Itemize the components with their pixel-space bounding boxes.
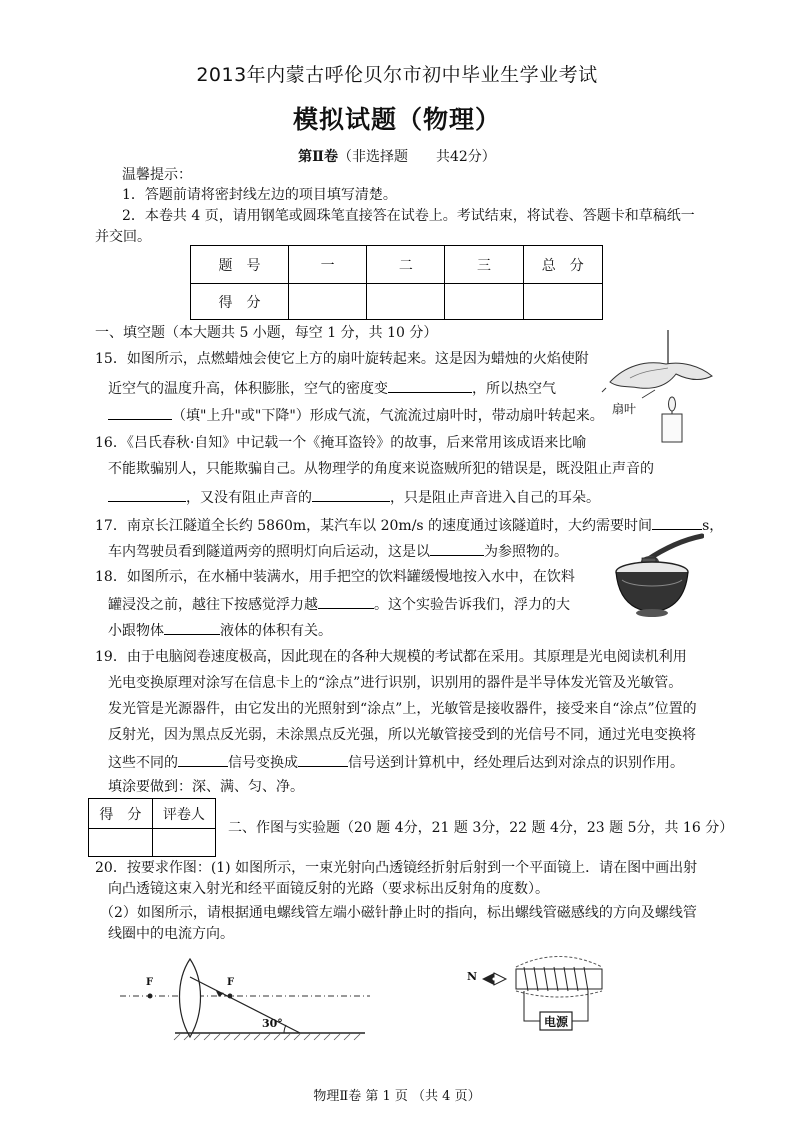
score-header-1: 一 bbox=[289, 246, 367, 284]
lens-mirror-figure bbox=[120, 955, 370, 1045]
q18-line1: 18．如图所示，在水桶中装满水，用手把空的饮料罐缓慢地按入水中，在饮料 bbox=[95, 569, 575, 585]
q17-line2: 车内驾驶员看到隧道两旁的照明灯向后运动，这是以 为参照物的。 bbox=[108, 541, 568, 561]
q19-line3: 发光管是光源器件，由它发出的光照射到“涂点”上，光敏管是接收器件，接受来自“涂点”位置的 bbox=[108, 701, 697, 717]
grader-table bbox=[88, 798, 216, 857]
focus-right-label: F bbox=[227, 977, 235, 988]
score-row-label: 得 分 bbox=[191, 284, 289, 320]
q15-blank-2[interactable] bbox=[108, 405, 172, 420]
q19-blank-1[interactable] bbox=[178, 752, 228, 767]
q20-line1: 20．按要求作图：(1) 如图所示，一束光射向凸透镜经折射后射到一个平面镜上．请在图中画出射 bbox=[95, 860, 698, 876]
q15-line2: 近空气的温度升高，体积膨胀，空气的密度变 ，所以热空气 bbox=[108, 378, 556, 398]
score-cell-total[interactable] bbox=[523, 284, 602, 320]
q20-line2: 向凸透镜这束入射光和经平面镜反射的光路（要求标出反射角的度数）。 bbox=[108, 881, 549, 897]
section2-heading: 二、作图与实验题（20 题 4分，21 题 3分，22 题 4分，23 题 5分，共 16 分） bbox=[228, 820, 734, 836]
score-cell-3[interactable] bbox=[445, 284, 523, 320]
q17-blank-2[interactable] bbox=[430, 541, 484, 556]
volume-label: 第Ⅱ卷 bbox=[298, 149, 338, 165]
score-header-qnum: 题 号 bbox=[191, 246, 289, 284]
grader-score-label: 得 分 bbox=[89, 799, 153, 829]
q19-line2: 光电变换原理对涂写在信息卡上的“涂点”进行识别，识别用的器件是半导体发光管及光敏管。 bbox=[108, 675, 683, 691]
q15-line1: 15．如图所示，点燃蜡烛会使它上方的扇叶旋转起来。这是因为蜡烛的火焰使附 bbox=[95, 351, 589, 367]
q19-blank-2[interactable] bbox=[298, 752, 348, 767]
volume-heading bbox=[0, 146, 794, 166]
q18-line3: 小跟物体 液体的体积有关。 bbox=[108, 620, 332, 640]
fan-blade-label: 扇叶 bbox=[612, 402, 637, 416]
tips-item-2-line2: 并交回。 bbox=[95, 229, 151, 245]
q19-line4: 反射光，因为黑点反光弱，未涂黑点反光强，所以光敏管接受到的光信号不同，通过光电变换将 bbox=[108, 727, 696, 743]
q18-blank-1[interactable] bbox=[318, 594, 374, 609]
q16-blank-1[interactable] bbox=[108, 487, 186, 502]
q18-line2: 罐浸没之前，越往下按感觉浮力越 。这个实验告诉我们，浮力的大 bbox=[108, 594, 570, 614]
score-header-total: 总 分 bbox=[523, 246, 602, 284]
q16-line1: 16．《吕氏春秋·自知》中记载一个《掩耳盗铃》的故事，后来常用该成语来比喻 bbox=[95, 435, 587, 451]
q20-line3: （2）如图所示，请根据通电螺线管左端小磁针静止时的指向，标出螺线管磁感线的方向及螺线管 bbox=[100, 905, 697, 921]
q19-line6: 填涂要做到：深、满、匀、净。 bbox=[108, 779, 304, 795]
score-cell-2[interactable] bbox=[367, 284, 445, 320]
q17-blank-1[interactable] bbox=[652, 515, 702, 530]
q17-line1: 17．南京长江隧道全长约 5860m，某汽车以 20m/s 的速度通过该隧道时，大约需要时间 s， bbox=[95, 515, 723, 535]
q15-line3: （填"上升"或"下降"）形成气流，气流流过扇叶时，带动扇叶转起来。 bbox=[108, 405, 604, 425]
q19-line1: 19．由于电脑阅卷速度极高，因此现在的各种大规模的考试都在采用。其原理是光电阅读机利用 bbox=[95, 649, 687, 665]
score-header-2: 二 bbox=[367, 246, 445, 284]
q16-blank-2[interactable] bbox=[312, 487, 390, 502]
tips-item-2-line1: 2．本卷共 4 页，请用钢笔或圆珠笔直接答在试卷上。考试结束，将试卷、答题卡和草稿纸一 bbox=[122, 208, 695, 224]
focus-left-label: F bbox=[146, 977, 154, 988]
q20-line4: 线圈中的电流方向。 bbox=[108, 926, 234, 942]
exam-title: 2013年内蒙古呼伦贝尔市初中毕业生学业考试 bbox=[196, 64, 598, 86]
q16-line2: 不能欺骗别人，只能欺骗自己。从物理学的角度来说盗贼所犯的错误是，既没阻止声音的 bbox=[108, 461, 654, 477]
grader-name-cell[interactable] bbox=[152, 829, 215, 857]
score-header-3: 三 bbox=[445, 246, 523, 284]
exam-subtitle: 模拟试题（物理） bbox=[292, 105, 501, 134]
tips-heading: 温馨提示： bbox=[122, 167, 192, 183]
grader-score-cell[interactable] bbox=[89, 829, 153, 857]
candle-fan-figure bbox=[600, 330, 715, 445]
q19-line5: 这些不同的 信号变换成 信号送到计算机中，经处理后达到对涂点的识别作用。 bbox=[108, 752, 684, 772]
north-pole-label: N bbox=[467, 970, 478, 983]
section1-heading: 一、填空题（本大题共 5 小题，每空 1 分，共 10 分） bbox=[95, 325, 438, 341]
angle-label: 30° bbox=[262, 1017, 283, 1030]
q15-blank-1[interactable] bbox=[388, 378, 472, 393]
solenoid-figure bbox=[464, 955, 614, 1040]
q16-line3: ，又没有阻止声音的 ，只是阻止声音进入自己的耳朵。 bbox=[108, 487, 600, 507]
power-source-label: 电源 bbox=[543, 1015, 568, 1029]
score-cell-1[interactable] bbox=[289, 284, 367, 320]
grader-name-label: 评卷人 bbox=[152, 799, 215, 829]
tips-item-1: 1．答题前请将密封线左边的项目填写清楚。 bbox=[122, 187, 397, 203]
volume-desc: （非选择题 共42分） bbox=[337, 149, 496, 165]
q18-blank-2[interactable] bbox=[164, 620, 220, 635]
page-footer: 物理Ⅱ卷 第 1 页 （共 4 页） bbox=[313, 1089, 481, 1104]
score-table bbox=[190, 245, 603, 320]
bucket-figure bbox=[612, 532, 704, 622]
